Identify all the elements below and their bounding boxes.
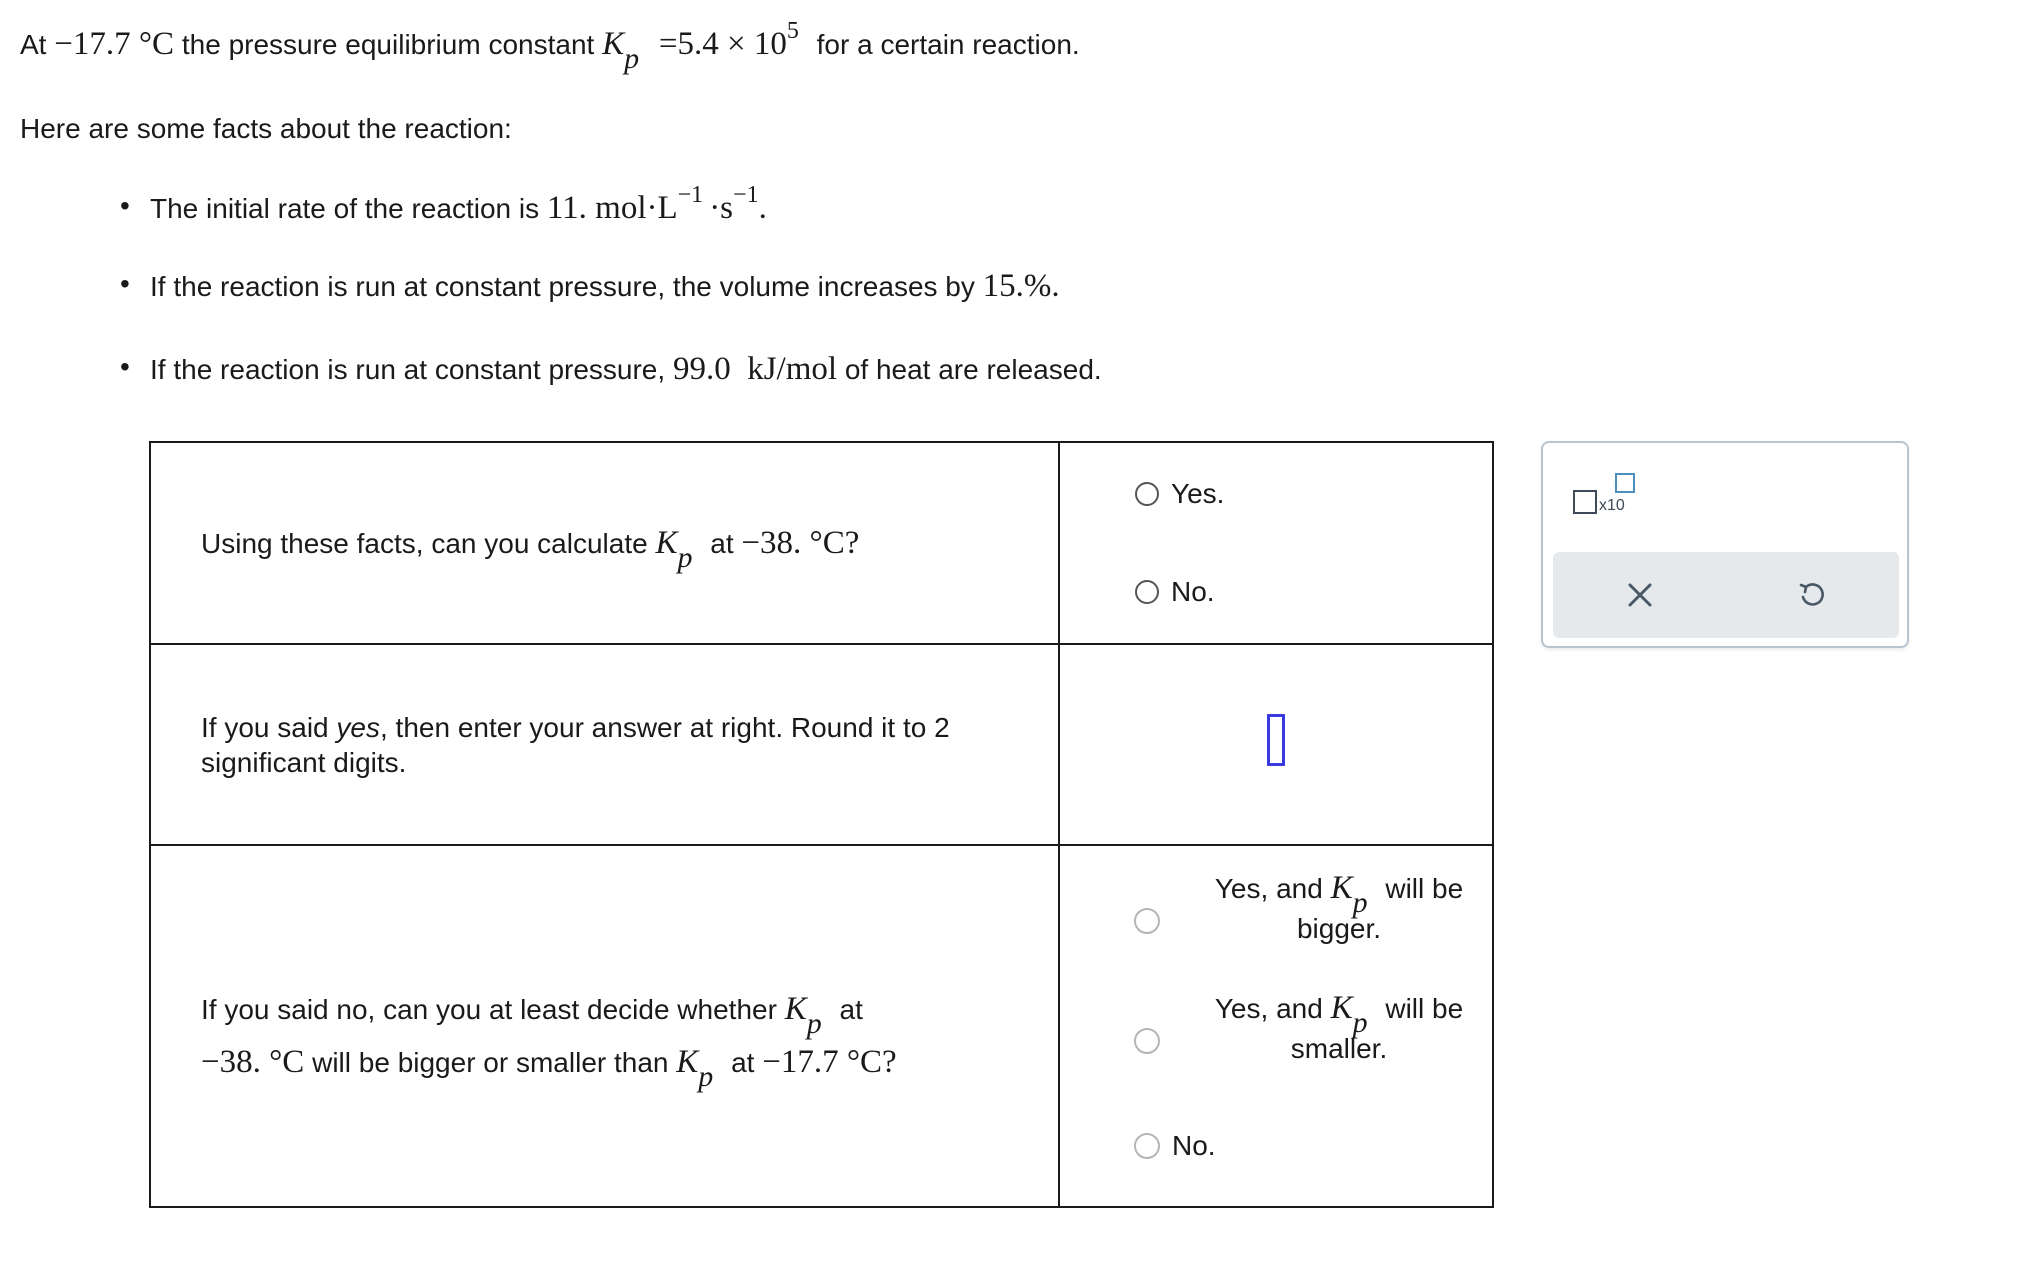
fact-volume: • If the reaction is run at constant pressure, the volume increases by 15.%. <box>150 268 1060 305</box>
close-icon <box>1626 581 1654 609</box>
radio-button[interactable] <box>1134 1028 1160 1054</box>
exponent-box-icon <box>1615 473 1635 493</box>
q3-option-no[interactable]: No. <box>1134 1130 1216 1162</box>
answer-input[interactable] <box>1267 714 1285 766</box>
undo-icon <box>1797 580 1827 610</box>
clear-button[interactable] <box>1615 570 1665 620</box>
q3-option-bigger-label: Yes, and Kp will be bigger. <box>1214 870 1464 944</box>
x10-label: x10 <box>1599 497 1625 514</box>
answer-tools-panel <box>1541 441 1909 648</box>
intro-line: At −17.7 °C the pressure equilibrium constant Kp =5.4 × 105 for a certain reaction. <box>20 18 1080 75</box>
question-2-cell <box>150 644 1059 845</box>
question-row-3 <box>150 845 1493 1207</box>
facts-heading: Here are some facts about the reaction: <box>20 113 512 144</box>
question-1-cell <box>150 442 1059 644</box>
question-3-text: If you said no, can you at least decide whether Kp at −38. °C will be bigger or smaller than Kp at −17.7 °C? <box>201 991 897 1093</box>
question-row-1 <box>150 442 1493 644</box>
radio-button[interactable] <box>1135 580 1159 604</box>
q3-option-smaller-label: Yes, and Kp will be smaller. <box>1214 990 1464 1064</box>
fact-rate: • The initial rate of the reaction is 11. mol·L−1 ·s−1. <box>150 190 767 227</box>
question-2-answer-cell <box>1059 644 1493 845</box>
question-row-2 <box>150 644 1493 845</box>
question-3-cell <box>150 845 1059 1207</box>
radio-button[interactable] <box>1135 482 1159 506</box>
action-bar <box>1553 552 1899 638</box>
q1-option-no[interactable]: No. <box>1135 576 1492 608</box>
question-1-options <box>1059 442 1493 644</box>
q1-option-yes[interactable]: Yes. <box>1135 478 1492 510</box>
radio-button[interactable] <box>1134 908 1160 934</box>
question-table <box>149 441 1494 1208</box>
question-2-text: If you said yes, then enter your answer at right. Round it to 2 significant digits. <box>201 711 950 778</box>
undo-button[interactable] <box>1787 570 1837 620</box>
radio-button[interactable] <box>1134 1133 1160 1159</box>
question-3-options <box>1059 845 1493 1207</box>
q3-option-bigger[interactable] <box>1134 866 1474 946</box>
scientific-notation-button[interactable] <box>1573 473 1643 513</box>
base-box-icon <box>1573 490 1597 514</box>
fact-heat: • If the reaction is run at constant pressure, 99.0 kJ/mol of heat are released. <box>150 351 1102 388</box>
q3-option-smaller[interactable] <box>1134 986 1474 1066</box>
question-1-text: Using these facts, can you calculate Kp at −38. °C? <box>201 524 860 574</box>
